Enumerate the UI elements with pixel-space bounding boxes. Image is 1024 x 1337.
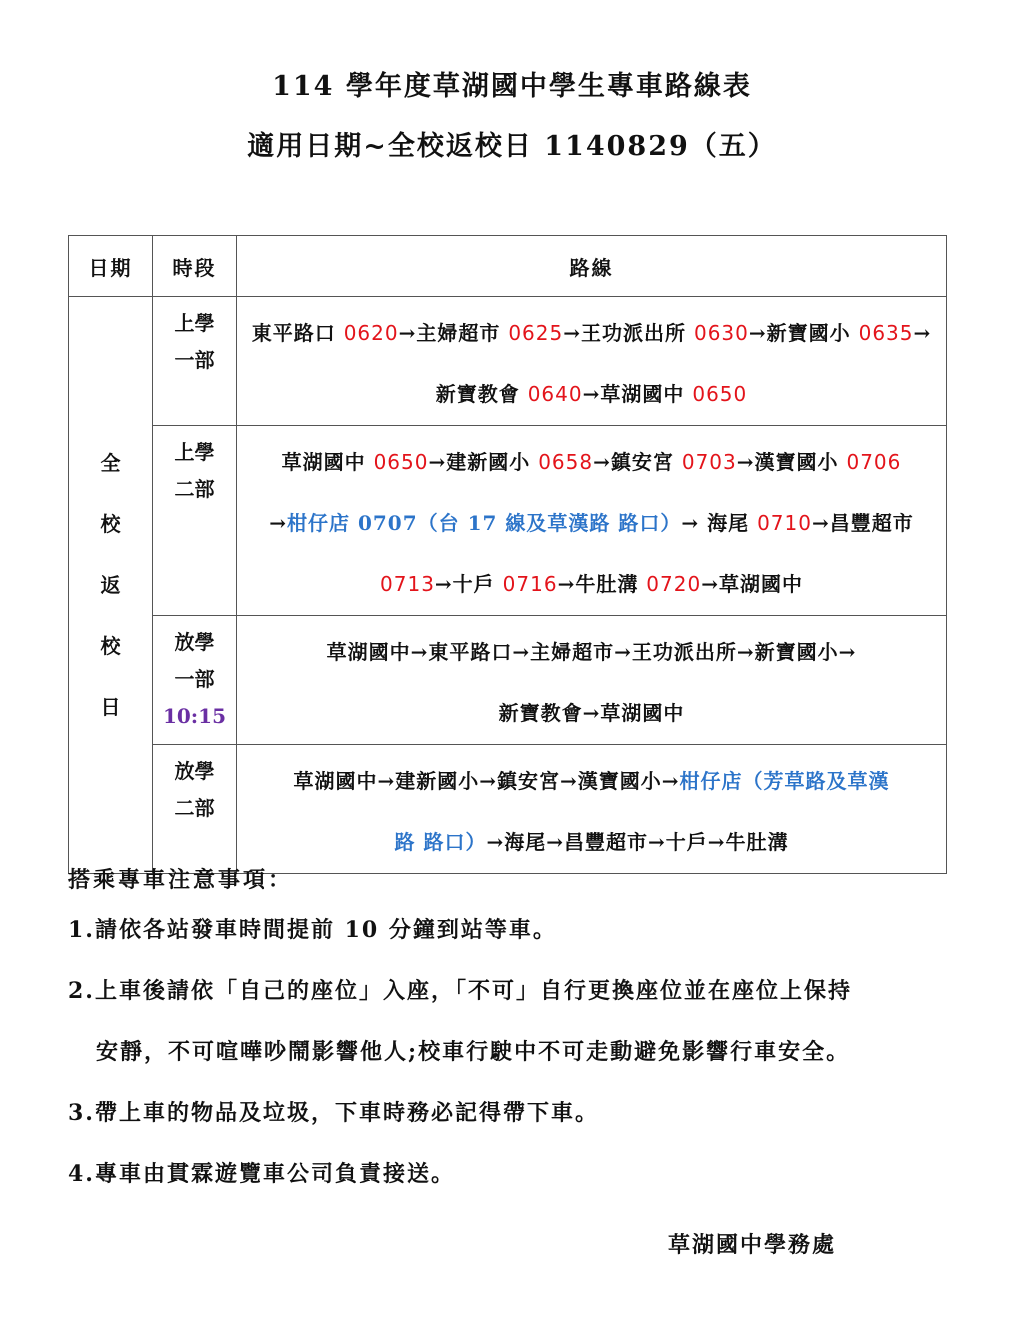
header-period: 時段 (153, 236, 237, 297)
route-text: →十戶 (434, 572, 503, 596)
route-text: →建新國小 (428, 450, 539, 474)
header-date: 日期 (69, 236, 153, 297)
notes-item: 1.請依各站發車時間提前 10 分鐘到站等車。 (68, 917, 557, 943)
period-cell (153, 745, 237, 874)
period-label: 二部 (174, 796, 215, 820)
dismissal-time: 10:15 (162, 704, 227, 728)
route-line (247, 554, 936, 615)
route-highlight: 柑仔店（芳草路及草漢 (679, 769, 890, 793)
route-cell (237, 616, 947, 745)
period-label: 一部 (174, 348, 215, 372)
route-time: 0716 (502, 572, 558, 596)
route-text: 東平路口 (251, 321, 344, 345)
day-char: 校 (100, 633, 121, 658)
page-subtitle: 適用日期~全校返校日 1140829（五） (247, 131, 777, 162)
route-text: →昌豐超市 (811, 511, 914, 535)
period-cell (153, 297, 237, 426)
route-cell (237, 297, 947, 426)
period-label: 上學 (174, 311, 215, 335)
day-char: 返 (100, 572, 121, 597)
notes-item: 2.上車後請依「自己的座位」入座，「不可」自行更換座位並在座位上保持 (68, 978, 852, 1004)
period-cell (153, 426, 237, 616)
route-text: →主婦超市 (398, 321, 509, 345)
route-text: 草湖國中 (281, 450, 374, 474)
route-cell (237, 426, 947, 616)
period-label: 放學 (174, 759, 215, 783)
page-title: 114 學年度草湖國中學生專車路線表 (272, 71, 752, 102)
route-time: 0706 (846, 450, 902, 474)
notes-section (68, 860, 968, 1205)
day-char: 校 (100, 511, 121, 536)
route-highlight: 路 路口） (394, 830, 487, 854)
route-text: →新寶國小 (748, 321, 859, 345)
route-time: 0703 (681, 450, 737, 474)
notes-item: 3.帶上車的物品及垃圾，下車時務必記得帶下車。 (68, 1100, 599, 1126)
table-row (69, 745, 947, 874)
route-time: 0658 (538, 450, 594, 474)
period-label: 上學 (174, 440, 215, 464)
period-cell (153, 616, 237, 745)
route-line (247, 432, 936, 493)
route-text: 新寶教會 (435, 382, 528, 406)
header-route: 路線 (237, 236, 947, 297)
table-row (69, 297, 947, 426)
route-text: →草湖國中 (701, 572, 803, 596)
route-line (247, 364, 936, 425)
route-text: → (269, 511, 288, 535)
notes-item: 4.專車由貫霖遊覽車公司負責接送。 (68, 1161, 455, 1187)
signature: 草湖國中學務處 (668, 1232, 837, 1258)
route-text: →草湖國中 (582, 382, 693, 406)
route-time: 0635 (858, 321, 914, 345)
route-table (68, 235, 947, 874)
route-text: 草湖國中→建新國小→鎮安宮→漢寶國小→ (293, 769, 680, 793)
route-text: →海尾→昌豐超市→十戶→牛肚溝 (486, 830, 789, 854)
notes-heading: 搭乘專車注意事項： (68, 867, 294, 893)
period-label: 放學 (174, 630, 215, 654)
day-char: 日 (100, 694, 121, 719)
route-time: 0620 (343, 321, 399, 345)
route-text: 草湖國中→東平路口→主婦超市→王功派出所→新寶國小→ (326, 640, 857, 664)
route-line (247, 303, 936, 364)
route-time: 0640 (527, 382, 583, 406)
notes-item: 安靜，不可喧嘩吵鬧影響他人;校車行駛中不可走動避免影響行車安全。 (96, 1039, 851, 1065)
route-time: 0625 (508, 321, 564, 345)
table-header-row (69, 236, 947, 297)
route-cell (237, 745, 947, 874)
route-text: → 海尾 (681, 511, 758, 535)
route-line (247, 751, 936, 812)
route-time: 0720 (646, 572, 702, 596)
route-text: →漢寶國小 (736, 450, 847, 474)
day-char: 全 (100, 450, 121, 475)
route-time: 0650 (692, 382, 748, 406)
route-time: 0630 (693, 321, 749, 345)
day-cell (69, 297, 153, 874)
route-time: 0650 (373, 450, 429, 474)
route-line (247, 683, 936, 744)
route-text: →牛肚溝 (557, 572, 647, 596)
period-label: 一部 (174, 667, 215, 691)
route-time: 0713 (380, 572, 435, 596)
route-text: →鎮安宮 (593, 450, 682, 474)
period-label: 二部 (174, 477, 215, 501)
route-text: → (913, 321, 932, 345)
table-row (69, 426, 947, 616)
route-line (247, 622, 936, 683)
table-row (69, 616, 947, 745)
route-highlight: 柑仔店 0707（台 17 線及草漢路 路口） (287, 511, 682, 535)
route-line (247, 493, 936, 554)
route-time: 0710 (757, 511, 812, 535)
route-text: →王功派出所 (563, 321, 694, 345)
route-text: 新寶教會→草湖國中 (498, 701, 685, 725)
